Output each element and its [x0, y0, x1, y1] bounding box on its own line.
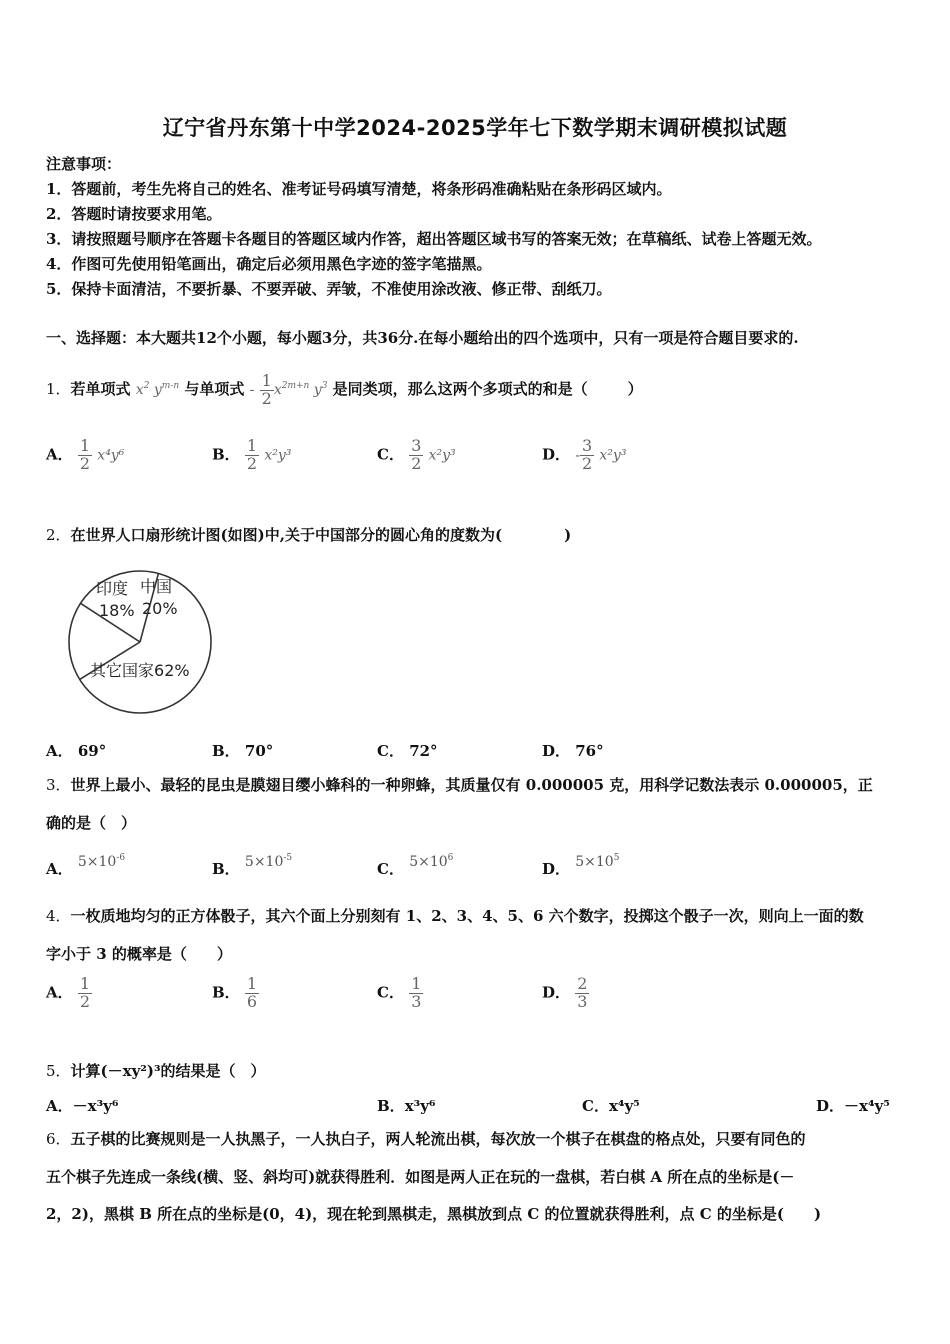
slice-label-china: 中国	[140, 577, 173, 596]
question-text: 五子棋的比赛规则是一人执黑子，一人执白子，两人轮流出棋，每次放一个棋子在棋盘的格点处，只要有同色的	[70, 1130, 806, 1148]
pie-chart	[62, 566, 222, 716]
question-text: 2，2)，黑棋 B 所在点的坐标是(0，4)，现在轮到黑棋走，黑棋放到点 C 的位置就获得胜利，点 C 的坐标是( )	[46, 1205, 822, 1223]
note-item: 1．答题前，考生先将自己的姓名、准考证号码填写清楚，将条形码准确粘贴在条形码区域内。	[46, 180, 672, 198]
question-text: 计算(－xy²)³的结果是（ ）	[70, 1062, 266, 1080]
question-text: 是同类项，那么这两个多项式的和是（	[332, 380, 588, 398]
monomial-2: $x^{2m+n}$ $y^3$	[273, 381, 328, 398]
option-d[interactable]: D．－x⁴y⁵	[816, 1097, 890, 1115]
slice-value-china: 20%	[142, 599, 178, 618]
option-b[interactable]: B． 70°	[212, 742, 274, 760]
question-6	[46, 1128, 806, 1149]
option-a[interactable]: A． $\frac{1}{2}$ x⁴y⁶	[46, 436, 125, 473]
question-number: 5．	[46, 1062, 71, 1080]
question-text: 一枚质地均匀的正方体骰子，其六个面上分别刻有 1、2、3、4、5、6 六个数字，投掷这个骰子一次，则向上一面的数	[70, 907, 864, 925]
option-d[interactable]: D． $5\times 10^5$	[542, 853, 620, 878]
option-c[interactable]: C． $\frac{1}{3}$	[377, 974, 422, 1011]
option-c[interactable]: C．x⁴y⁵	[582, 1097, 640, 1115]
section-heading: 一、选择题：本大题共12个小题，每小题3分，共36分.在每小题给出的四个选项中，只有一项是符合题目要求的.	[46, 329, 799, 347]
page-title: 辽宁省丹东第十中学2024-2025学年七下数学期末调研模拟试题	[162, 116, 788, 140]
question-text: 与单项式	[184, 380, 245, 398]
option-b[interactable]: B．x³y⁶	[377, 1097, 436, 1115]
option-b[interactable]: B． $\frac{1}{2}$ x²y³	[212, 436, 292, 473]
question-text: 确的是（ ）	[46, 814, 137, 832]
monomial-1: $x^2$ $y^{m-n}$	[135, 381, 180, 398]
option-a[interactable]: A． 69°	[46, 742, 107, 760]
question-text: 字小于 3 的概率是（ ）	[46, 945, 232, 963]
question-number: 3．	[46, 776, 71, 794]
option-expression: x²y³	[264, 447, 292, 464]
note-item: 2．答题时请按要求用笔。	[46, 205, 222, 223]
option-b[interactable]: B． $\frac{1}{6}$	[212, 974, 258, 1011]
question-number: 6．	[46, 1130, 71, 1148]
option-expression: x²y³	[599, 447, 627, 464]
question-number: 1．	[46, 380, 71, 398]
option-d[interactable]: D． $\frac{2}{3}$	[542, 974, 588, 1011]
option-c[interactable]: C． 72°	[377, 742, 438, 760]
option-d[interactable]: D． - $\frac{3}{2}$ x²y³	[542, 436, 627, 473]
note-item: 5．保持卡面清洁，不要折暴、不要弄破、弄皱，不准使用涂改液、修正带、刮纸刀。	[46, 280, 612, 298]
notes-heading: 注意事项：	[46, 155, 122, 173]
option-c[interactable]: C． $\frac{3}{2}$ x²y³	[377, 436, 456, 473]
slice-value-india: 18%	[99, 601, 135, 620]
question-text: 五个棋子先连成一条线(横、竖、斜均可)就获得胜利．如图是两人正在玩的一盘棋，若白棋 A 所在点的坐标是(－	[46, 1168, 795, 1186]
option-a[interactable]: A． $\frac{1}{2}$	[46, 974, 91, 1011]
question-1: 1．若单项式 $x^2$ $y^{m-n}$ 与单项式 - $\frac{1}{2}$ $x^{2m+n}$ $y^3$ 是同类项，那么这两个多项式的和是（ ）	[46, 370, 643, 408]
question-2: 2．在世界人口扇形统计图(如图)中,关于中国部分的圆心角的度数为( )	[46, 526, 572, 544]
option-d[interactable]: D． 76°	[542, 742, 604, 760]
question-number: 4．	[46, 907, 71, 925]
option-c[interactable]: C． $5\times 10^6$	[377, 853, 454, 878]
slice-label-india: 印度	[96, 579, 129, 598]
option-a[interactable]: A．－x³y⁶	[46, 1097, 119, 1115]
option-a[interactable]: A． $5\times 10^{-6}$	[46, 853, 126, 878]
option-expression: x⁴y⁶	[97, 447, 125, 464]
option-expression: x²y³	[428, 447, 456, 464]
question-5	[46, 1060, 266, 1081]
question-number: 2．	[46, 526, 71, 544]
note-item: 4．作图可先使用铅笔画出，确定后必须用黑色字迹的签字笔描黑。	[46, 255, 492, 273]
question-text: 世界上最小、最轻的昆虫是膜翅目缨小蜂科的一种卵蜂，其质量仅有 0.000005 克，用科学记数法表示 0.000005，正	[70, 776, 873, 794]
fraction: $\frac{1}{2}$	[261, 370, 272, 408]
slice-label-other: 其它国家62%	[90, 661, 190, 680]
question-text: 在世界人口扇形统计图(如图)中,关于中国部分的圆心角的度数为(	[70, 526, 503, 544]
note-item: 3．请按照题号顺序在答题卡各题目的答题区域内作答，超出答题区域书写的答案无效；在草稿纸、试卷上答题无效。	[46, 230, 822, 248]
question-text: 若单项式	[70, 380, 131, 398]
question-3	[46, 774, 873, 795]
question-4	[46, 905, 864, 926]
option-b[interactable]: B． $5\times 10^{-5}$	[212, 853, 293, 878]
